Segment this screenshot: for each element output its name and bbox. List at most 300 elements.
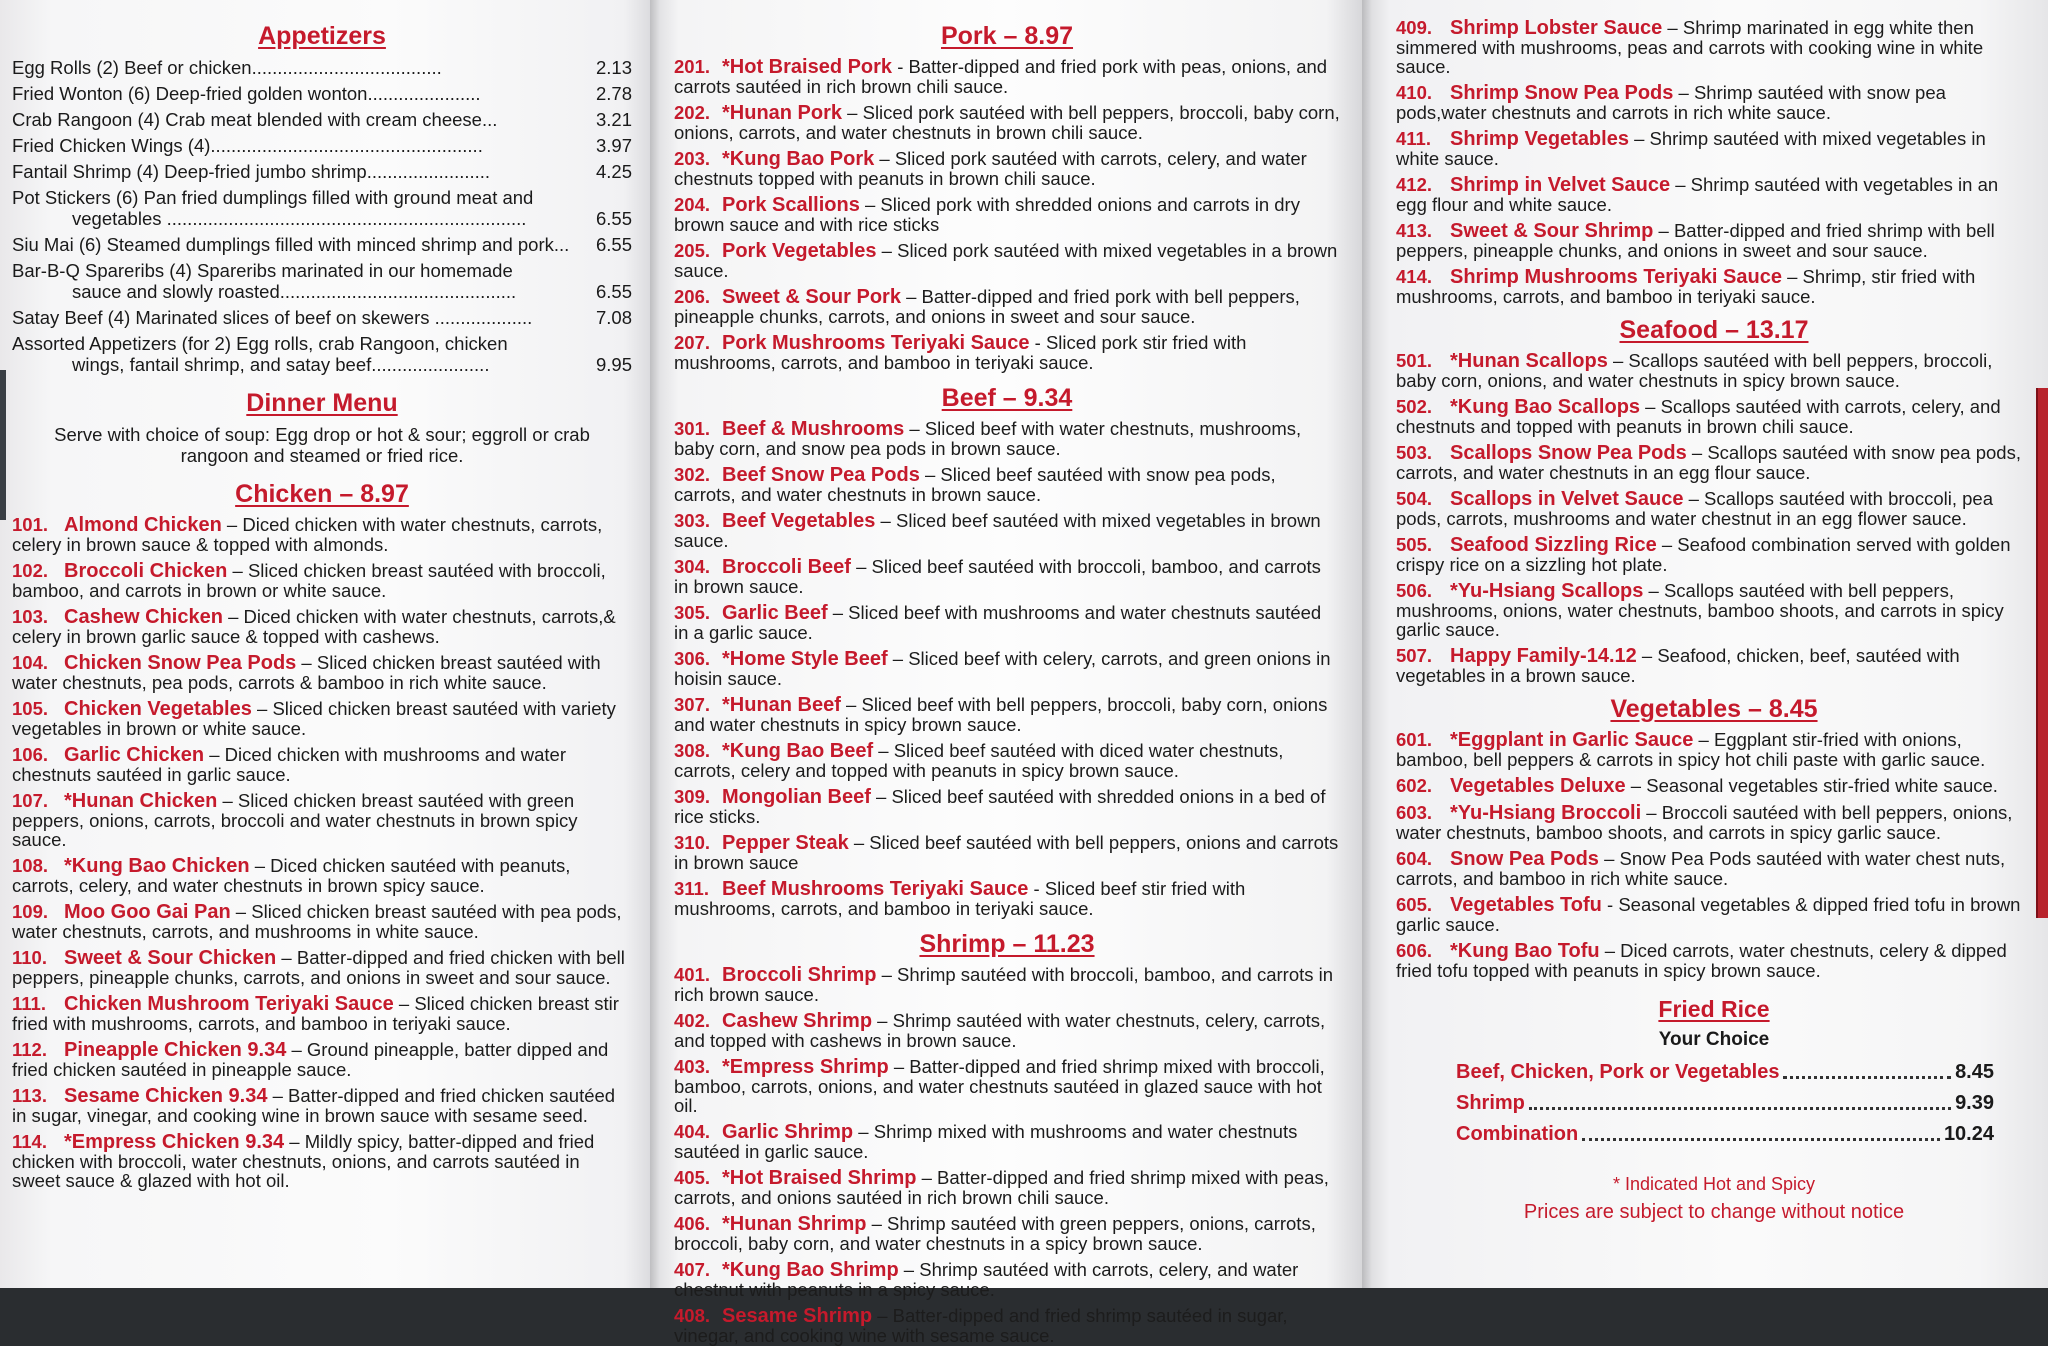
menu-item [1396,397,2032,436]
item-description: – Sliced chicken breast sautéed with broccoli, bamboo, and carrots in brown or white sauce. [12,560,606,601]
item-name: Cashew Chicken [64,606,223,628]
fried-rice-price: 9.39 [1955,1092,1994,1114]
menu-item [1396,535,2032,574]
chicken-list [12,515,632,1190]
item-description: – Sliced pork with shredded onions and carrots in dry brown sauce and with rice sticks [674,194,1300,235]
appetizer-line: Assorted Appetizers (for 2) Egg rolls, crab Rangoon, chicken [12,333,508,354]
item-number: 411. [1396,128,1431,149]
dinner-menu-title: Dinner Menu [246,389,398,417]
appetizer-item [12,307,632,328]
item-description: – Ground pineapple, batter dipped and fried chicken sautéed in pineapple sauce. [12,1039,609,1080]
appetizer-item [12,135,632,156]
item-description: – Sliced chicken breast sautéed with water chestnuts, pea pods, carrots & bamboo in rich white sauce. [12,652,601,693]
item-name: Mongolian Beef [722,786,871,808]
menu-item [12,699,632,738]
item-name: *Empress Shrimp [722,1056,889,1078]
item-name: *Kung Bao Pork [722,148,875,170]
item-number: 111. [12,993,46,1014]
fried-rice-label: Shrimp [1456,1092,1525,1114]
appetizer-text [12,307,576,328]
menu-item [674,511,1340,550]
dot-leader [1783,1061,1951,1079]
item-name: *Kung Bao Tofu [1450,940,1600,962]
item-number: 413. [1396,220,1433,241]
item-description: – Sliced pork sautéed with carrots, celery, and water chestnuts topped with peanuts in brown chili sauce. [674,148,1307,189]
menu-item [1396,730,2032,769]
chicken-title: Chicken – 8.97 [235,480,409,508]
item-description: – Batter-dipped and fried chicken with bell peppers, pineapple chunks, carrots, and onions in sweet and sour sauce. [12,947,625,988]
appetizer-item [12,234,632,255]
item-description: – Sliced beef sautéed with broccoli, bamboo, and carrots in brown sauce. [674,556,1321,597]
item-number: 102. [12,560,49,581]
menu-item [674,241,1340,280]
menu-item [674,57,1340,96]
item-name: *Hot Braised Shrimp [722,1167,917,1189]
item-name: Almond Chicken [64,514,222,536]
item-description: – Broccoli sautéed with bell peppers, onions, water chestnuts, bamboo shoots, and carrots in spicy garlic sauce. [1396,802,2013,843]
appetizer-line: Crab Rangoon (4) Crab meat blended with cream cheese... [12,109,498,130]
middle-panel [650,0,1362,1346]
menu-item [1396,221,2032,260]
menu-item [674,741,1340,780]
item-number: 305. [674,602,711,623]
item-name: Pepper Steak [722,832,849,854]
item-description: – Shrimp mixed with mushrooms and water chestnuts sautéed in garlic sauce. [674,1121,1298,1162]
appetizer-price: 6.55 [595,281,632,302]
item-description: – Seafood combination served with golden crispy rice on a sizzling hot plate. [1396,534,2011,575]
appetizer-price: 6.55 [595,208,632,229]
item-number: 306. [674,648,711,669]
item-name: Garlic Chicken [64,744,205,766]
appetizer-line: Fried Wonton (6) Deep-fried golden wonton...................... [12,83,481,104]
item-description: – Sliced beef sautéed with snow pea pods, carrots, and water chestnuts in brown sauce. [674,464,1276,505]
menu-item [1396,175,2032,214]
menu-item [12,1132,632,1190]
appetizer-line: Pot Stickers (6) Pan fried dumplings filled with ground meat and [12,187,534,208]
vegetables-list [1396,730,2032,980]
shrimp-list-a [674,965,1340,1345]
item-number: 107. [12,790,49,811]
menu-item [1396,83,2032,122]
menu-item [12,1086,632,1125]
item-name: Vegetables Tofu [1450,894,1602,916]
item-name: Broccoli Shrimp [722,964,877,986]
item-number: 507. [1396,645,1433,666]
item-number: 412. [1396,174,1433,195]
appetizer-line: Fried Chicken Wings (4)..................................................... [12,135,483,156]
item-description: - Seasonal vegetables & dipped fried tofu in brown garlic sauce. [1396,894,2021,935]
menu-item [674,287,1340,326]
menu-item [1396,267,2032,306]
item-description: – Diced chicken with water chestnuts, carrots, celery in brown sauce & topped with almonds. [12,514,603,555]
item-number: 113. [12,1085,47,1106]
item-name: *Kung Bao Beef [722,740,874,762]
item-name: Shrimp Lobster Sauce [1450,17,1663,39]
appetizers-title: Appetizers [258,22,386,50]
appetizer-text [12,83,576,104]
menu-item [674,1214,1340,1253]
menu-item [1396,803,2032,842]
appetizer-price: 7.08 [595,307,632,328]
menu-item [674,149,1340,188]
item-description: – Seasonal vegetables stir-fried white sauce. [1625,775,1998,796]
menu-item [674,195,1340,234]
item-description: – Shrimp sautéed with snow pea pods,water chestnuts and carrots in rich white sauce. [1396,82,1946,123]
item-name: *Kung Bao Shrimp [722,1259,899,1281]
item-number: 604. [1396,848,1433,869]
appetizer-text [12,260,576,302]
item-number: 112. [12,1039,47,1060]
appetizer-price: 2.78 [595,83,632,104]
item-number: 304. [674,556,711,577]
fried-rice-price: 10.24 [1943,1123,1994,1145]
item-description: – Batter-dipped and fried shrimp with bell peppers, pineapple chunks, and onions in sweet and sour sauce. [1396,220,1995,261]
dot-leader [1582,1123,1940,1141]
menu-item [674,965,1340,1004]
item-name: Pork Scallions [722,194,860,216]
appetizer-text [12,135,576,156]
menu-item [674,603,1340,642]
menu-item [1396,581,2032,639]
item-name: Chicken Mushroom Teriyaki Sauce [64,993,394,1015]
menu-item [674,695,1340,734]
item-number: 201. [674,56,711,77]
item-description: – Shrimp sautéed with carrots, celery, and water chestnut with peanuts in a spicy sauce. [674,1259,1299,1300]
item-number: 403. [674,1056,711,1077]
menu-item [674,879,1340,918]
menu-item [12,1040,632,1079]
item-number: 410. [1396,82,1433,103]
item-name: Scallops in Velvet Sauce [1450,488,1684,510]
menu-item [12,607,632,646]
item-number: 308. [674,740,711,761]
item-number: 406. [674,1213,711,1234]
item-number: 110. [12,947,47,968]
appetizer-line: Egg Rolls (2) Beef or chicken..................................... [12,57,442,78]
menu-item [674,1057,1340,1115]
item-number: 301. [674,418,711,439]
item-name: Beef Vegetables [722,510,876,532]
fried-rice-subtitle: Your Choice [1658,1029,1770,1050]
menu-item [12,515,632,554]
appetizer-item [12,187,632,229]
item-number: 502. [1396,396,1433,417]
menu-item [12,745,632,784]
appetizer-item [12,260,632,302]
item-description: - Batter-dipped and fried pork with peas, onions, and carrots sautéed in rich brown chili sauce. [674,56,1328,97]
item-description: – Shrimp sautéed with water chestnuts, celery, carrots, and topped with cashews in brown sauce. [674,1010,1326,1051]
item-number: 603. [1396,802,1433,823]
appetizer-item [12,333,632,375]
menu-item [12,856,632,895]
item-number: 503. [1396,442,1433,463]
vegetables-title: Vegetables – 8.45 [1610,695,1818,723]
menu-item [12,653,632,692]
beef-title: Beef – 9.34 [941,384,1073,412]
item-description: – Diced chicken with mushrooms and water chestnuts sautéed in garlic sauce. [12,744,566,785]
item-name: *Hunan Beef [722,694,841,716]
menu-item [1396,18,2032,76]
item-description: – Batter-dipped and fried shrimp sautéed in sugar, vinegar, and cooking wine with sesame sauce. [674,1305,1288,1346]
item-number: 203. [674,148,711,169]
appetizer-text [12,161,576,182]
item-name: Shrimp Vegetables [1450,128,1629,150]
item-number: 101. [12,514,49,535]
item-name: Chicken Vegetables [64,698,252,720]
item-number: 105. [12,698,49,719]
appetizer-text [12,187,576,229]
item-number: 303. [674,510,711,531]
item-description: – Scallops sautéed with snow pea pods, carrots, and water chestnuts in an egg flour sauce. [1396,442,2021,483]
item-description: – Sliced pork sautéed with mixed vegetables in a brown sauce. [674,240,1338,281]
fold-shadow [1362,0,1372,1288]
item-name: *Eggplant in Garlic Sauce [1450,729,1694,751]
item-name: Shrimp Snow Pea Pods [1450,82,1674,104]
item-name: *Kung Bao Scallops [1450,396,1641,418]
item-number: 407. [674,1259,711,1280]
item-description: – Batter-dipped and fried pork with bell peppers, pineapple chunks, carrots, and onions in sweet and sour sauce. [674,286,1300,327]
menu-item [674,465,1340,504]
appetizer-text [12,333,576,375]
item-description: – Sliced beef with mushrooms and water chestnuts sautéed in a garlic sauce. [674,602,1322,643]
item-description: – Diced chicken sautéed with peanuts, carrots, celery, and water chestnuts in brown spicy sauce. [12,855,571,896]
menu-item [674,1011,1340,1050]
seafood-title: Seafood – 13.17 [1619,316,1809,344]
menu-item [674,557,1340,596]
appetizer-price: 4.25 [595,161,632,182]
item-name: Snow Pea Pods [1450,848,1599,870]
menu-item [1396,941,2032,980]
item-description: – Sliced beef sautéed with diced water chestnuts, carrots, celery and topped with peanuts in spicy brown sauce. [674,740,1284,781]
item-description: - Sliced beef stir fried with mushrooms, carrots, and bamboo in teriyaki sauce. [674,878,1246,919]
item-description: – Shrimp sautéed with mixed vegetables in white sauce. [1396,128,1986,169]
item-number: 207. [674,332,711,353]
item-name: *Kung Bao Chicken [64,855,250,877]
fried-rice-list [1396,1061,2032,1146]
item-name: Scallops Snow Pea Pods [1450,442,1687,464]
appetizer-item [12,161,632,182]
beef-list [674,419,1340,918]
menu-item [12,902,632,941]
item-name: *Hunan Scallops [1450,350,1608,372]
menu-item [1396,849,2032,888]
item-name: Beef & Mushrooms [722,418,905,440]
item-number: 310. [674,832,711,853]
item-number: 104. [12,652,49,673]
menu-item [674,1168,1340,1207]
appetizer-price: 3.21 [595,109,632,130]
appetizer-line: wings, fantail shrimp, and satay beef....................... [72,354,490,375]
appetizer-item [12,109,632,130]
item-description: – Shrimp marinated in egg white then simmered with mushrooms, peas and carrots with cooking wine in white sauce. [1396,17,1984,77]
menu-item [12,994,632,1033]
item-name: Shrimp Mushrooms Teriyaki Sauce [1450,266,1782,288]
item-description: – Diced carrots, water chestnuts, celery & dipped fried tofu topped with peanuts in spicy brown sauce. [1396,940,2007,981]
spicy-note: * Indicated Hot and Spicy [1612,1174,1816,1194]
item-number: 408. [674,1305,711,1326]
fold-shadow [650,0,660,1288]
item-name: Chicken Snow Pea Pods [64,652,297,674]
fried-rice-item [1456,1061,1994,1084]
item-number: 409. [1396,17,1433,38]
right-panel [1362,0,2048,1288]
menu-item [674,333,1340,372]
item-name: *Empress Chicken 9.34 [64,1131,285,1153]
item-description: – Sliced beef sautéed with shredded onions in a bed of rice sticks. [674,786,1326,827]
item-description: – Diced chicken with water chestnuts, carrots,& celery in brown garlic sauce & topped with cashews. [12,606,616,647]
appetizer-line: Satay Beef (4) Marinated slices of beef on skewers ................... [12,307,533,328]
appetizer-price: 3.97 [595,135,632,156]
pork-list [674,57,1340,372]
menu-item [1396,443,2032,482]
appetizer-text [12,234,576,255]
item-number: 401. [674,964,711,985]
seafood-list [1396,351,2032,685]
fried-rice-title: Fried Rice [1658,996,1770,1022]
appetizer-text [12,57,576,78]
item-name: Shrimp in Velvet Sauce [1450,174,1671,196]
item-name: Broccoli Beef [722,556,851,578]
item-number: 404. [674,1121,711,1142]
menu-item [674,833,1340,872]
item-name: Happy Family-14.12 [1450,645,1637,667]
item-name: Broccoli Chicken [64,560,228,582]
menu-item [12,791,632,849]
item-number: 103. [12,606,49,627]
pork-title: Pork – 8.97 [940,22,1074,50]
item-description: – Eggplant stir-fried with onions, bamboo, bell peppers & carrots in spicy hot chili paste with garlic sauce. [1396,729,1986,770]
item-number: 606. [1396,940,1433,961]
item-description: – Snow Pea Pods sautéed with water chest nuts, carrots, and bamboo in rich white sauce. [1396,848,2006,889]
item-number: 114. [12,1131,47,1152]
item-number: 202. [674,102,711,123]
item-number: 311. [674,878,709,899]
item-number: 106. [12,744,49,765]
item-name: Sweet & Sour Chicken [64,947,277,969]
item-number: 302. [674,464,711,485]
item-number: 505. [1396,534,1433,555]
item-description: – Sliced beef with bell peppers, broccoli, baby corn, onions and water chestnuts in spicy brown sauce. [674,694,1328,735]
item-description: – Sliced chicken breast sautéed with variety vegetables in brown or white sauce. [12,698,616,739]
item-name: Sweet & Sour Shrimp [1450,220,1654,242]
item-number: 109. [12,901,49,922]
menu-item [1396,129,2032,168]
item-number: 504. [1396,488,1433,509]
menu-item [674,787,1340,826]
item-description: – Sliced beef with celery, carrots, and green onions in hoisin sauce. [674,648,1331,689]
binder-tab [0,370,6,520]
item-description: – Scallops sautéed with carrots, celery, and chestnuts and topped with peanuts in brown chili sauce. [1396,396,2001,437]
item-description: – Scallops sautéed with bell peppers, mushrooms, onions, water chestnuts, bamboo shoots, and carrots in spicy garlic sauce. [1396,580,2004,640]
item-description: – Sliced beef with water chestnuts, mushrooms, baby corn, and snow pea pods in brown sauce. [674,418,1302,459]
item-description: – Sliced chicken breast sautéed with green peppers, onions, carrots, broccoli and water chestnuts in brown spicy sauce. [12,790,578,850]
item-name: Pork Mushrooms Teriyaki Sauce [722,332,1030,354]
appetizers-list [12,57,632,375]
appetizer-price: 6.55 [595,234,632,255]
menu-item [1396,895,2032,934]
item-description: - Sliced pork stir fried with mushrooms, carrots, and bamboo in teriyaki sauce. [674,332,1247,373]
appetizer-price: 2.13 [595,57,632,78]
item-name: Cashew Shrimp [722,1010,873,1032]
shrimp-list-b [1396,18,2032,306]
item-number: 405. [674,1167,711,1188]
item-name: *Hunan Shrimp [722,1213,867,1235]
item-name: *Hunan Pork [722,102,843,124]
menu-item [1396,489,2032,528]
item-name: Sesame Shrimp [722,1305,873,1327]
item-name: Beef Snow Pea Pods [722,464,920,486]
appetizer-item [12,83,632,104]
item-number: 414. [1396,266,1433,287]
appetizer-line: sauce and slowly roasted.............................................. [72,281,517,302]
appetizer-item [12,57,632,78]
item-description: – Batter-dipped and fried shrimp mixed with peas, carrots, and onions sautéed in rich brown chili sauce. [674,1167,1329,1208]
dinner-note: Serve with choice of soup: Egg drop or hot & sour; eggroll or crab rangoon and steamed or fried rice. [54,424,590,466]
item-number: 206. [674,286,711,307]
item-number: 605. [1396,894,1433,915]
item-description: – Shrimp sautéed with green peppers, onions, carrots, broccoli, baby corn, and water chestnuts in a spicy brown sauce. [674,1213,1316,1254]
menu-item [1396,646,2032,685]
item-description: – Batter-dipped and fried chicken sautéed in sugar, vinegar, and cooking wine in brown sauce with sesame seed. [12,1085,616,1126]
shrimp-title: Shrimp – 11.23 [919,930,1095,958]
appetizer-price: 9.95 [595,354,632,375]
item-name: *Hot Braised Pork [722,56,893,78]
item-number: 307. [674,694,711,715]
item-name: *Yu-Hsiang Broccoli [1450,802,1642,824]
item-description: – Mildly spicy, batter-dipped and fried chicken with broccoli, water chestnuts, onions, and carrots sautéed in sweet sauce & glazed with hot oil. [12,1131,595,1191]
item-number: 506. [1396,580,1433,601]
menu-item [674,103,1340,142]
item-description: – Sliced beef sautéed with bell peppers, onions and carrots in brown sauce [674,832,1339,873]
item-name: Garlic Shrimp [722,1121,854,1143]
item-number: 602. [1396,775,1433,796]
item-description: – Scallops sautéed with bell peppers, broccoli, baby corn, onions, and water chestnuts in spicy brown sauce. [1396,350,1993,391]
item-number: 501. [1396,350,1433,371]
fried-rice-price: 8.45 [1955,1061,1994,1083]
item-name: Vegetables Deluxe [1450,775,1626,797]
item-description: – Shrimp sautéed with vegetables in an egg flour and white sauce. [1396,174,1999,215]
item-name: Sweet & Sour Pork [722,286,901,308]
left-panel [0,0,650,1288]
menu-item [1396,351,2032,390]
item-description: – Sliced chicken breast stir fried with mushrooms, carrots, and bamboo in teriyaki sauce. [12,993,619,1034]
item-number: 601. [1396,729,1433,750]
menu-item [674,1306,1340,1345]
item-description: – Scallops sautéed with broccoli, pea pods, carrots, mushrooms and water chestnut in an egg flower sauce. [1396,488,1993,529]
item-description: – Shrimp, stir fried with mushrooms, carrots, and bamboo in teriyaki sauce. [1396,266,1976,307]
item-description: – Seafood, chicken, beef, sautéed with vegetables in a brown sauce. [1396,645,1960,686]
item-name: Garlic Beef [722,602,828,624]
item-description: – Sliced chicken breast sautéed with pea pods, water chestnuts, carrots, and mushrooms in white sauce. [12,901,622,942]
menu-item [12,561,632,600]
appetizer-line: Fantail Shrimp (4) Deep-fried jumbo shrimp........................ [12,161,491,182]
item-name: *Home Style Beef [722,648,888,670]
item-name: Seafood Sizzling Rice [1450,534,1657,556]
item-description: – Sliced pork sautéed with bell peppers, broccoli, baby corn, onions, carrots, and water chestnuts in brown chili sauce. [674,102,1340,143]
item-name: *Hunan Chicken [64,790,218,812]
menu-item [12,948,632,987]
binder-tab [2036,388,2048,918]
item-number: 205. [674,240,711,261]
appetizer-line: vegetables ...................................................................... [72,208,527,229]
item-description: – Batter-dipped and fried shrimp mixed with broccoli, bamboo, carrots, onions, and water chestnuts sautéed in glazed sauce with hot oil. [674,1056,1325,1116]
fried-rice-label: Beef, Chicken, Pork or Vegetables [1456,1061,1780,1083]
menu-item [674,1122,1340,1161]
menu-item [1396,776,2032,796]
menu-item [674,419,1340,458]
dot-leader [1529,1092,1951,1110]
item-name: Pork Vegetables [722,240,877,262]
